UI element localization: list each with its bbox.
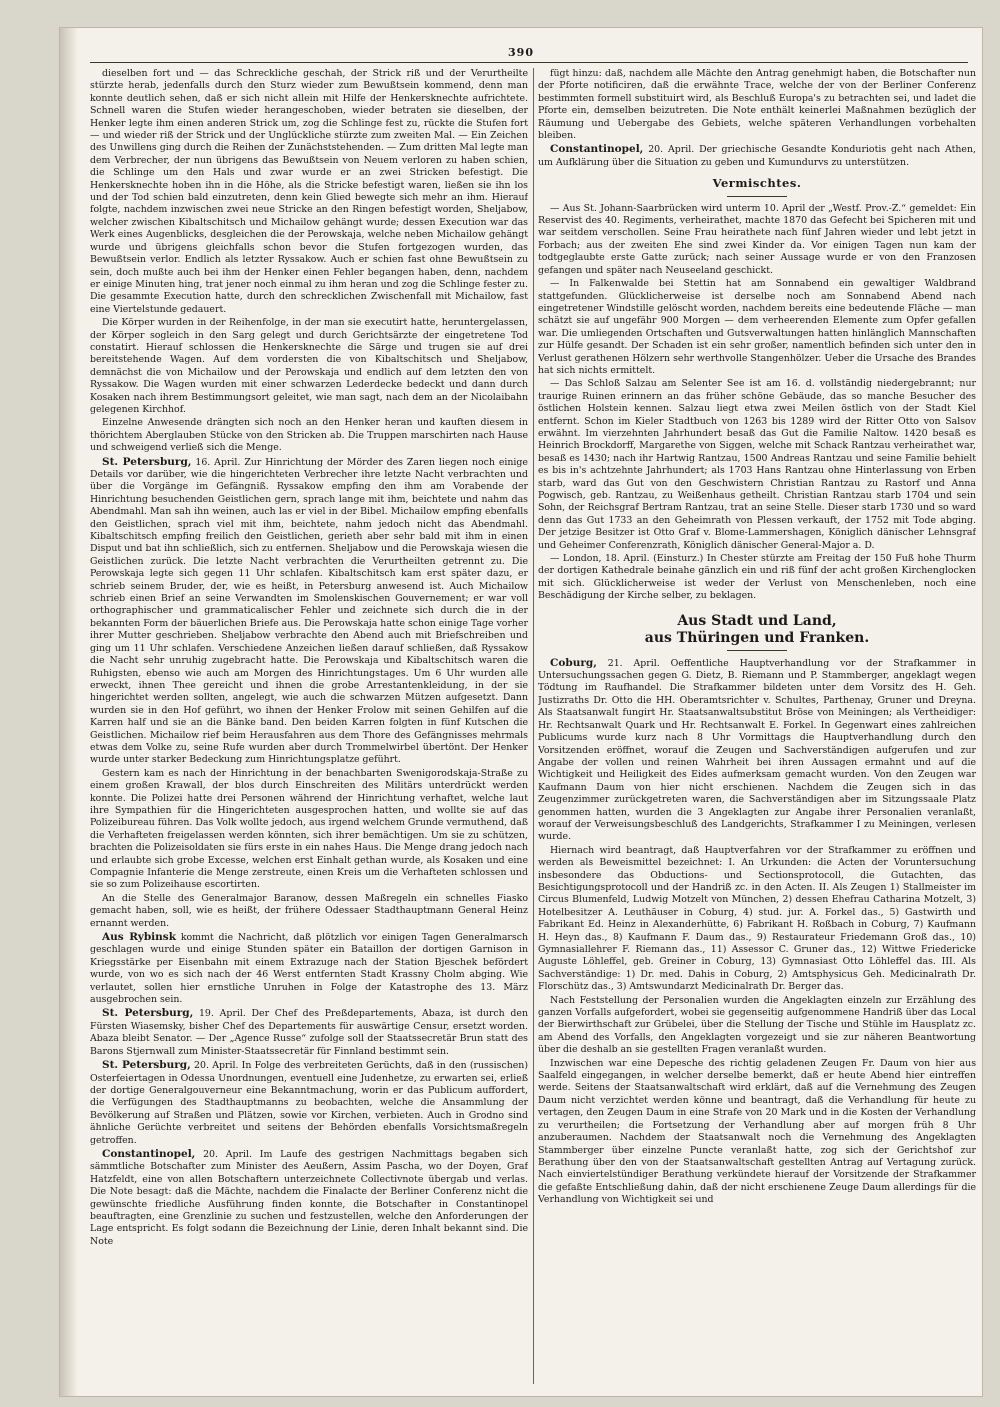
article-paragraph: Hiernach wird beantragt, daß Hauptverfahren vor der Strafkammer zu eröffnen und werden als Beweismittel bezeichnet: I. An Urkunden: die Acten der Voruntersuchung insbesondere das Obductions- und Sectionsprotocoll, die Gutachten, das Besichtigungsprotocoll und der Handriß zc. in den Acten. II. Als Zeugen 1) Stallmeister im Circus Blumenfeld, Ludwig Motzelt von München, 2) dessen Ehefrau Catharina Motzelt, 3) Hotelbesitzer A. Leuthäuser in Coburg, 4) stud. jur. A. Forkel das., 5) Gastwirth und Fabrikant Ed. Heinz in Alexanderhütte, 6) Fabrikant H. Roßbach in Coburg, 7) Kaufmann H. Heyn das., 8) Kaufmann F. Daum das., 9) Restaurateur Friedemann Groß das., 10) Gymnasiallehrer F. Riemann das., 11) Assessor C. Gruner das., 12) Wittwe Friedericke Auguste Löhleffel, geb. Greiner in Coburg, 13) Gymnasiast Otto Löhleffel das. III. Als Sachverständige: 1) Dr. med. Dahis in Coburg, 2) Amtsphysicus Geh. Medicinalrath Dr. Florschütz das., 3) Amtswundarzt Medicinalrath Dr. Berger das. xyxy=(538,844,976,993)
article-paragraph: Nach Feststellung der Personalien wurden die Angeklagten einzeln zur Erzählung des ganzen Vorfalls aufgefordert, wobei sie gegenseitig aufgenommene Handriß über das Local der Bierwirthschaft zur Grübelei, über die Stellung der Tische und Stühle im Hausplatz zc. am Abend des Vorfalls, den Angeklagten vorgezeigt und sie zur näheren Beantwortung über die deshalb an sie gestellten Fragen veranlaßt wurden. xyxy=(538,994,976,1056)
article-paragraph: Die Körper wurden in der Reihenfolge, in der man sie executirt hatte, heruntergelassen, der Körper sogleich in den Sarg gelegt und durch Gerichtsärzte der eingetretene Tod constatirt. Hierauf schlossen die Henkersknechte die Särge und trugen sie auf drei bereitstehende Wagen. Auf dem vordersten die von Kibaltschitsch und Sheljabow, demnächst die von Michailow und der Perowskaja und endlich auf dem letzten den von Ryssakow. Die Wagen wurden mit einer schwarzen Lederdecke bedeckt und dann durch Kosaken nach ihrem Bestimmungsort geleitet, wie man sagt, nach dem an der Nicolaibahn gelegenen Kirchhof. xyxy=(90,317,528,415)
page-number: 390 xyxy=(508,46,534,59)
dateline: St. Petersburg, xyxy=(102,1007,194,1020)
news-item-constantinopel-2 xyxy=(538,143,976,169)
article-paragraph: — Aus St. Johann-Saarbrücken wird unterm 10. April der „Westf. Prov.-Z.“ gemeldet: Ein Reservist des 40. Regiments, verheirathet, machte 1870 das Gefecht bei Spicheren mit und war seitdem verschollen. Seine Frau heirathete nach fünf Jahren wieder und lebt jetzt in Forbach; aus der zweiten Ehe sind zwei Kinder da. Vor einigen Tagen nun kam der todtgeglaubte erste Gatte zurück; nach seiner Aussage wurde er von den Franzosen gefangen und später nach Neuseeland geschickt. xyxy=(538,202,976,276)
news-text: 20. April. In Folge des verbreiteten Gerüchts, daß in den (russischen) Osterfeiertagen in Odessa Unordnungen, eventuell eine Judenhetze, zu erwarten sei, erließ der dortige Generalgouverneur eine Bekanntmachung, worin er das Publicum auffordert, die Verfügungen des Stadthauptmanns zu beobachten, welche die Ansammlung der Bevölkerung auf Straßen und Plätzen, sowie vor Kirchen, verbieten. Auch in Grodno sind ähnliche Gerüchte verbreitet und seitens der Behörden ebenfalls Vorsichtsmaßregeln getroffen. xyxy=(90,1060,528,1146)
news-text: 19. April. Der Chef des Preßdepartements, Abaza, ist durch den Fürsten Wiasemsky, bisher Chef des Departements für auswärtige Censur, ersetzt worden. Abaza bleibt Senator. — Der „Agence Russe“ zufolge soll der Staatssecretär Brun statt des Barons Stjernwall zum Minister-Staatssecretär für Finnland bestimmt sein. xyxy=(90,1008,528,1057)
article-paragraph: — In Falkenwalde bei Stettin hat am Sonnabend ein gewaltiger Waldbrand stattgefunden. Glücklicherweise ist derselbe noch am Sonnabend Abend nach eingetretener Windstille gelöscht worden, nachdem bereits eine bedeutende Fläche — man schätzt sie auf ungefähr 900 Morgen — dem verheerenden Elemente zum Opfer gefallen war. Die umliegenden Ortschaften und Gutsverwaltungen hatten hinlänglich Mannschaften zur Hülfe gesandt. Der Schaden ist ein sehr großer, namentlich befinden sich unter den in Verlust gerathenen Hölzern sehr werthvolle Stangenhölzer. Ueber die Ursache des Brandes hat sich nichts ermittelt. xyxy=(538,278,976,376)
header-rule xyxy=(90,62,968,63)
article-paragraph: dieselben fort und — das Schreckliche geschah, der Strick riß und der Verurtheilte stürzte herab, jedenfalls durch den Sturz wieder zum Bewußtsein kommend, denn man konnte deutlich sehen, daß er sich nicht allein mit Hilfe der Henkersknechte aufrichtete. Schnell waren die Stufen wieder herangeschoben, wieder betraten sie dieselben, der Henker legte ihm einen anderen Strick um, zog die Schlinge fest zu, rückte die Stufen fort — und wieder riß der Strick und der Unglückliche stürzte zum zweiten Mal. — Ein Zeichen des Unwillens ging durch die Reihen der Zunächststehenden. — Zum dritten Mal legte man dem Verbrecher, der nun übrigens das Bewußtsein von Neuem verloren zu haben schien, die Schlinge um den Hals und zwar wurde er an zwei Stricken befestigt. Die Henkersknechte hoben ihn in die Höhe, als die Stricke befestigt waren, ließen sie ihn los und der Tod schien bald einzutreten, denn kein Glied bewegte sich mehr an ihm. Hierauf folgte, nachdem inzwischen zwei neue Stricke an den Ringen befestigt worden, Sheljabow, welcher zwischen Kibaltschitsch und Michailow gehängt wurde; dessen Execution war das Werk eines Augenblicks, desgleichen die der Perowskaja, welche neben Michailow gehängt wurde und übrigens gleichfalls schon bevor die Stufen fortgezogen wurden, das Bewußtsein verlor. Endlich als letzter Ryssakow. Auch er schien fast ohne Bewußtsein zu sein, doch mußte auch bei ihm der Henker einen Fehler begangen haben, denn, nachdem er einige Minuten hing, trat jener noch einmal zu ihm heran und zog die Schlinge fester zu. Die gesammte Execution hatte, durch den schrecklichen Zwischenfall mit Michailow, fast eine Viertelstunde gedauert. xyxy=(90,68,528,315)
news-item-st-petersburg-20 xyxy=(90,1059,528,1147)
article-paragraph: fügt hinzu: daß, nachdem alle Mächte den Antrag genehmigt haben, die Botschafter nun der Pforte notificiren, daß die erwähnte Trace, welche der von der Berliner Conferenz bestimmten formell substituirt wird, als Beschluß Europa's zu betrachten sei, und ladet die Pforte ein, demselben beizutreten. Die Note enthält keinerlei Maßnahmen bezüglich der Räumung und Uebergabe des Gebiets, welche späteren Verhandlungen vorbehalten bleiben. xyxy=(538,68,976,142)
dateline: St. Petersburg, xyxy=(102,1059,191,1072)
right-column xyxy=(538,68,976,1388)
news-item-st-petersburg-19 xyxy=(90,1007,528,1058)
dateline: Coburg, xyxy=(550,656,597,669)
article-paragraph: — London, 18. April. (Einsturz.) In Chester stürzte am Freitag der 150 Fuß hohe Thurm der dortigen Kathedrale beinahe gänzlich ein und riß fünf der acht großen Kirchenglocken mit sich. Glücklicherweise ist weder der Verlust von Menschenleben, noch eine Beschädigung der Kirche selber, zu beklagen. xyxy=(538,553,976,602)
article-paragraph: — Das Schloß Salzau am Selenter See ist am 16. d. vollständig niedergebrannt; nur traurige Ruinen erinnern an das früher schöne Gebäude, das so manche Besucher des östlichen Holstein kennen. Salzau liegt etwa zwei Meilen östlich von der Stadt Kiel entfernt. Schon im Kieler Stadtbuch von 1263 bis 1289 wird der Ritter Otto von Salsov erwähnt. Im vierzehnten Jahrhundert besaß das Gut die Familie Naltow. 1420 besaß es Heinrich Brockdorff, Margarethe von Siggen, welche mit Schack Rantzau verheirathet war, besaß es 1430; nach ihr Hartwig Rantzau, 1500 Andreas Rantzau und seine Familie behielt es bis in's achtzehnte Jahrhundert; als 1703 Hans Rantzau ohne Hinterlassung von Erben starb, ward das Gut von den Geschwistern Christian Rantzau zu Rastorf und Anna Pogwisch, geb. Rantzau, zu Weißenhaus getheilt. Christian Rantzau starb 1704 und sein Sohn, der Reichsgraf Bertram Rantzau, trat an seine Stelle. Dieser starb 1730 und so ward denn das Gut 1733 an den Geheimrath von Plessen verkauft, der 1752 mit Tode abging. Der jetzige Besitzer ist Otto Graf v. Blome-Lammershagen, Königlich dänischer Lehnsgraf und Geheimer Conferenzrath, Königlich dänischer General-Major a. D. xyxy=(538,378,976,551)
news-text: 16. April. Zur Hinrichtung der Mörder des Zaren liegen noch einige Details vor darüber, wie die hingerichteten Verbrecher ihre letzte Nacht verbrachten und über die Vorgänge im Gefängniß. Ryssakow empfing den ihm am Vorabende der Hinrichtung besuchenden Geistlichen gern, sprach lange mit ihm, beichtete und nahm das Abendmahl. Man sah ihn weinen, auch las er viel in der Bibel. Michailow empfing ebenfalls den Geistlichen, sprach viel mit ihm, beichtete, nahm jedoch nicht das Abendmahl. Kibaltschitsch empfing freilich den Geistlichen, gerieth aber sehr bald mit ihm in einen Disput und bat ihn schließlich, sich zu entfernen. Sheljabow und die Perowskaja wiesen die Geistlichen zurück. Die letzte Nacht verbrachten die Verurtheilten getrennt zu. Die Perowskaja legte sich gegen 11 Uhr schlafen. Kibaltschitsch kam erst später dazu, er schrieb seinem Bruder, der, wie es heißt, in Petersburg anwesend ist. Auch Michailow schrieb einen Brief an seine Verwandten im Smolenskischen Gouvernement; er war voll orthographischer und grammaticalischer Fehler und zeichnete sich durch die in der bekannten Form der bäuerlichen Briefe aus. Die Perowskaja hatte schon einige Tage vorher ihrer Mutter geschrieben. Sheljabow verbrachte den Abend auch mit Briefschreiben und ging um 11 Uhr schlafen. Verschiedene Anzeichen ließen darauf schließen, daß Ryssakow die Nacht sehr unruhig zugebracht hatte. Die Perowskaja und Kibaltschitsch waren die Ruhigsten, ebenso wie auch am Morgen des Hinrichtungstages. Um 6 Uhr wurden alle erweckt, ihnen Thee gereicht und ihnen die grobe Arrestantenkleidung, in der sie hingerichtet werden sollten, angelegt, wie auch die schwarzen Mützen aufgesetzt. Dann wurden sie in den Hof geführt, wo ihnen der Henker Frolow mit seinen Gehilfen auf die Karren half und sie an die Bänke band. Den beiden Karren folgten in fünf Kutschen die Geistlichen. Michailow rief beim Herausfahren aus dem Thore des Gefängnisses mehrmals etwas dem Volke zu, seine Rufe wurden aber durch Trommelwirbel übertönt. Der Henker wurde unter starker Bedeckung zum Hinrichtungsplatze geführt. xyxy=(90,456,528,766)
dateline: Constantinopel, xyxy=(550,143,644,156)
dateline: Aus Rybinsk xyxy=(102,931,176,944)
news-item-coburg xyxy=(538,657,976,844)
column-divider xyxy=(533,68,534,1384)
dateline: St. Petersburg, xyxy=(102,455,192,468)
dateline: Constantinopel, xyxy=(102,1147,196,1160)
news-text: 21. April. Oeffentliche Hauptverhandlung vor der Strafkammer in Untersuchungssachen gegen G. Dietz, B. Riemann und P. Stammberger, angeklagt wegen Tödtung im Raufhandel. Die Strafkammer bildeten unter dem Vorsitz des H. Geh. Justizraths Dr. Otto die HH. Oberamtsrichter v. Schultes, Parthenay, Gruner und Dreyna. Als Staatsanwalt fungirt Hr. Staatsanwaltsubstitut Bröse von Meiningen; als Vertheidiger: Hr. Rechtsanwalt Quark und Hr. Rechtsanwalt E. Forkel. In Gegenwart eines zahlreichen Publicums wurde kurz nach 8 Uhr Vormittags die Hauptverhandlung durch den Vorsitzenden eröffnet, worauf die Zeugen und Sachverständigen aufgerufen und zur Angabe der vollen und reinen Wahrheit bei ihren Aussagen ermahnt und auf die Wichtigkeit und Heiligkeit des Eides aufmerksam gemacht wurden. Von den Zeugen war Kaufmann Daum von hier nicht erschienen. Nachdem die Zeugen sich in das Zeugenzimmer zurückgetreten waren, die Sachverständigen aber im Sitzungssaale Platz genommen hatten, wurden die 3 Angeklagten zur Angabe ihrer Personalien veranlaßt, worauf der Verweisungsbeschluß des Landgerichts, Strafkammer I zu Meiningen, verlesen wurde. xyxy=(538,657,976,843)
article-paragraph: Gestern kam es nach der Hinrichtung in der benachbarten Swenigorodskaja-Straße zu einem großen Krawall, der blos durch Einschreiten des Militärs unterdrückt werden konnte. Die Polizei hatte drei Personen während der Hinrichtung verhaftet, welche laut ihre Sympathien für die Hingerichteten ausgesprochen hatten, und wollte sie auf das Polizeibureau führen. Das Volk wollte jedoch, aus irgend welchem Grunde vermuthend, daß die Verhafteten freigelassen werden könnten, sich ihrer bemächtigen. Um sie zu schützen, brachten die Polizeisoldaten sie fürs erste in ein nahes Haus. Die Menge drang jedoch nach und erlaubte sich grobe Excesse, welchen erst Einhalt gethan wurde, als Kosaken und eine Compagnie Infanterie die Menge zerstreute, einen Kreis um die Verhafteten schlossen und sie so zum Polizeihause escortirten. xyxy=(90,767,528,891)
news-text: 20. April. Im Laufe des gestrigen Nachmittags begaben sich sämmtliche Botschafter zum Minister des Aeußern, Assim Pascha, wo der Doyen, Graf Hatzfeldt, eine von allen Botschaftern unterzeichnete Collectivnote übergab und verlas. Die Note besagt: daß die Mächte, nachdem die Finalacte der Berliner Conferenz nicht die gewünschte friedliche Ausführung finden konnte, die Botschafter in Constantinopel beauftragten, eine Grenzlinie zu suchen und festzustellen, welche den Anforderungen der Lage entspricht. Es folgt sodann die Bezeichnung der Linie, deren Inhalt bekannt sind. Die Note xyxy=(90,1148,528,1247)
article-paragraph: An die Stelle des Generalmajor Baranow, dessen Maßregeln ein schnelles Fiasko gemacht haben, soll, wie es heißt, der frühere Odessaer Stadthauptmann General Heinz ernannt werden. xyxy=(90,892,528,929)
news-item-st-petersburg-16 xyxy=(90,456,528,767)
news-text: 20. April. Der griechische Gesandte Konduriotis geht nach Athen, um Aufklärung über die Situation zu geben und Kumundurvs zu unterstützen. xyxy=(538,144,976,168)
section-rule xyxy=(727,196,787,197)
news-item-constantinopel xyxy=(90,1148,528,1248)
article-paragraph: Inzwischen war eine Depesche des richtig geladenen Zeugen Fr. Daum von hier aus Saalfeld eingegangen, in welcher derselbe bemerkt, daß er heute Abend hier eintreffen werde. Seitens der Staatsanwaltschaft wird erklärt, daß auf die Vernehmung des Zeugen Daum nicht verzichtet werden könne und beantragt, daß die Verhandlung für heute zu vertagen, den Zeugen Daum in eine Strafe von 20 Mark und in die Kosten der Verhandlung zu verurtheilen; die Fortsetzung der Verhandlung aber auf morgen früh 8 Uhr anzuberaumen. Nachdem der Staatsanwalt noch die Vernehmung des Angeklagten Stammberger über einzelne Puncte veranlaßt hatte, zog sich der Gerichtshof zur Berathung über den von der Staatsanwaltschaft gestellten Antrag auf Vertagung zurück. Nach einviertelstündiger Berathung verkündete hierauf der Vorsitzende der Strafkammer die gefaßte Entschließung dahin, daß der nicht erschienene Zeuge Daum allerdings für die Verhandlung von Wichtigkeit sei und xyxy=(538,1057,976,1206)
news-text: kommt die Nachricht, daß plötzlich vor einigen Tagen Generalmarsch geschlagen wurde und einige Stunden später ein Bataillon der dortigen Garnison in Kriegsstärke per Eisenbahn mit einem Extrazuge nach der Station Bjeschek befördert wurde, von wo es sich nach der 46 Werst entfernten Stadt Krassny Cholm abging. Wie verlautet, sollen hier ernstliche Unruhen in Folge der Katastrophe des 13. März ausgebrochen sein. xyxy=(90,932,528,1006)
page-edge-shadow xyxy=(60,28,78,1396)
newspaper-page xyxy=(60,28,982,1396)
section-title-vermischtes: Vermischtes. xyxy=(712,176,802,191)
section-subtitle-thueringen-franken: aus Thüringen und Franken. xyxy=(644,629,870,646)
article-paragraph: Einzelne Anwesende drängten sich noch an den Henker heran und kauften diesem in thörichtem Aberglauben Stücke von den Stricken ab. Die Truppen marschirten nach Hause und schweigend verließ sich die Menge. xyxy=(90,417,528,454)
news-item-rybinsk xyxy=(90,931,528,1006)
left-column xyxy=(90,68,528,1388)
section-rule xyxy=(727,650,787,651)
section-title-stadt-land: Aus Stadt und Land, xyxy=(677,612,837,629)
